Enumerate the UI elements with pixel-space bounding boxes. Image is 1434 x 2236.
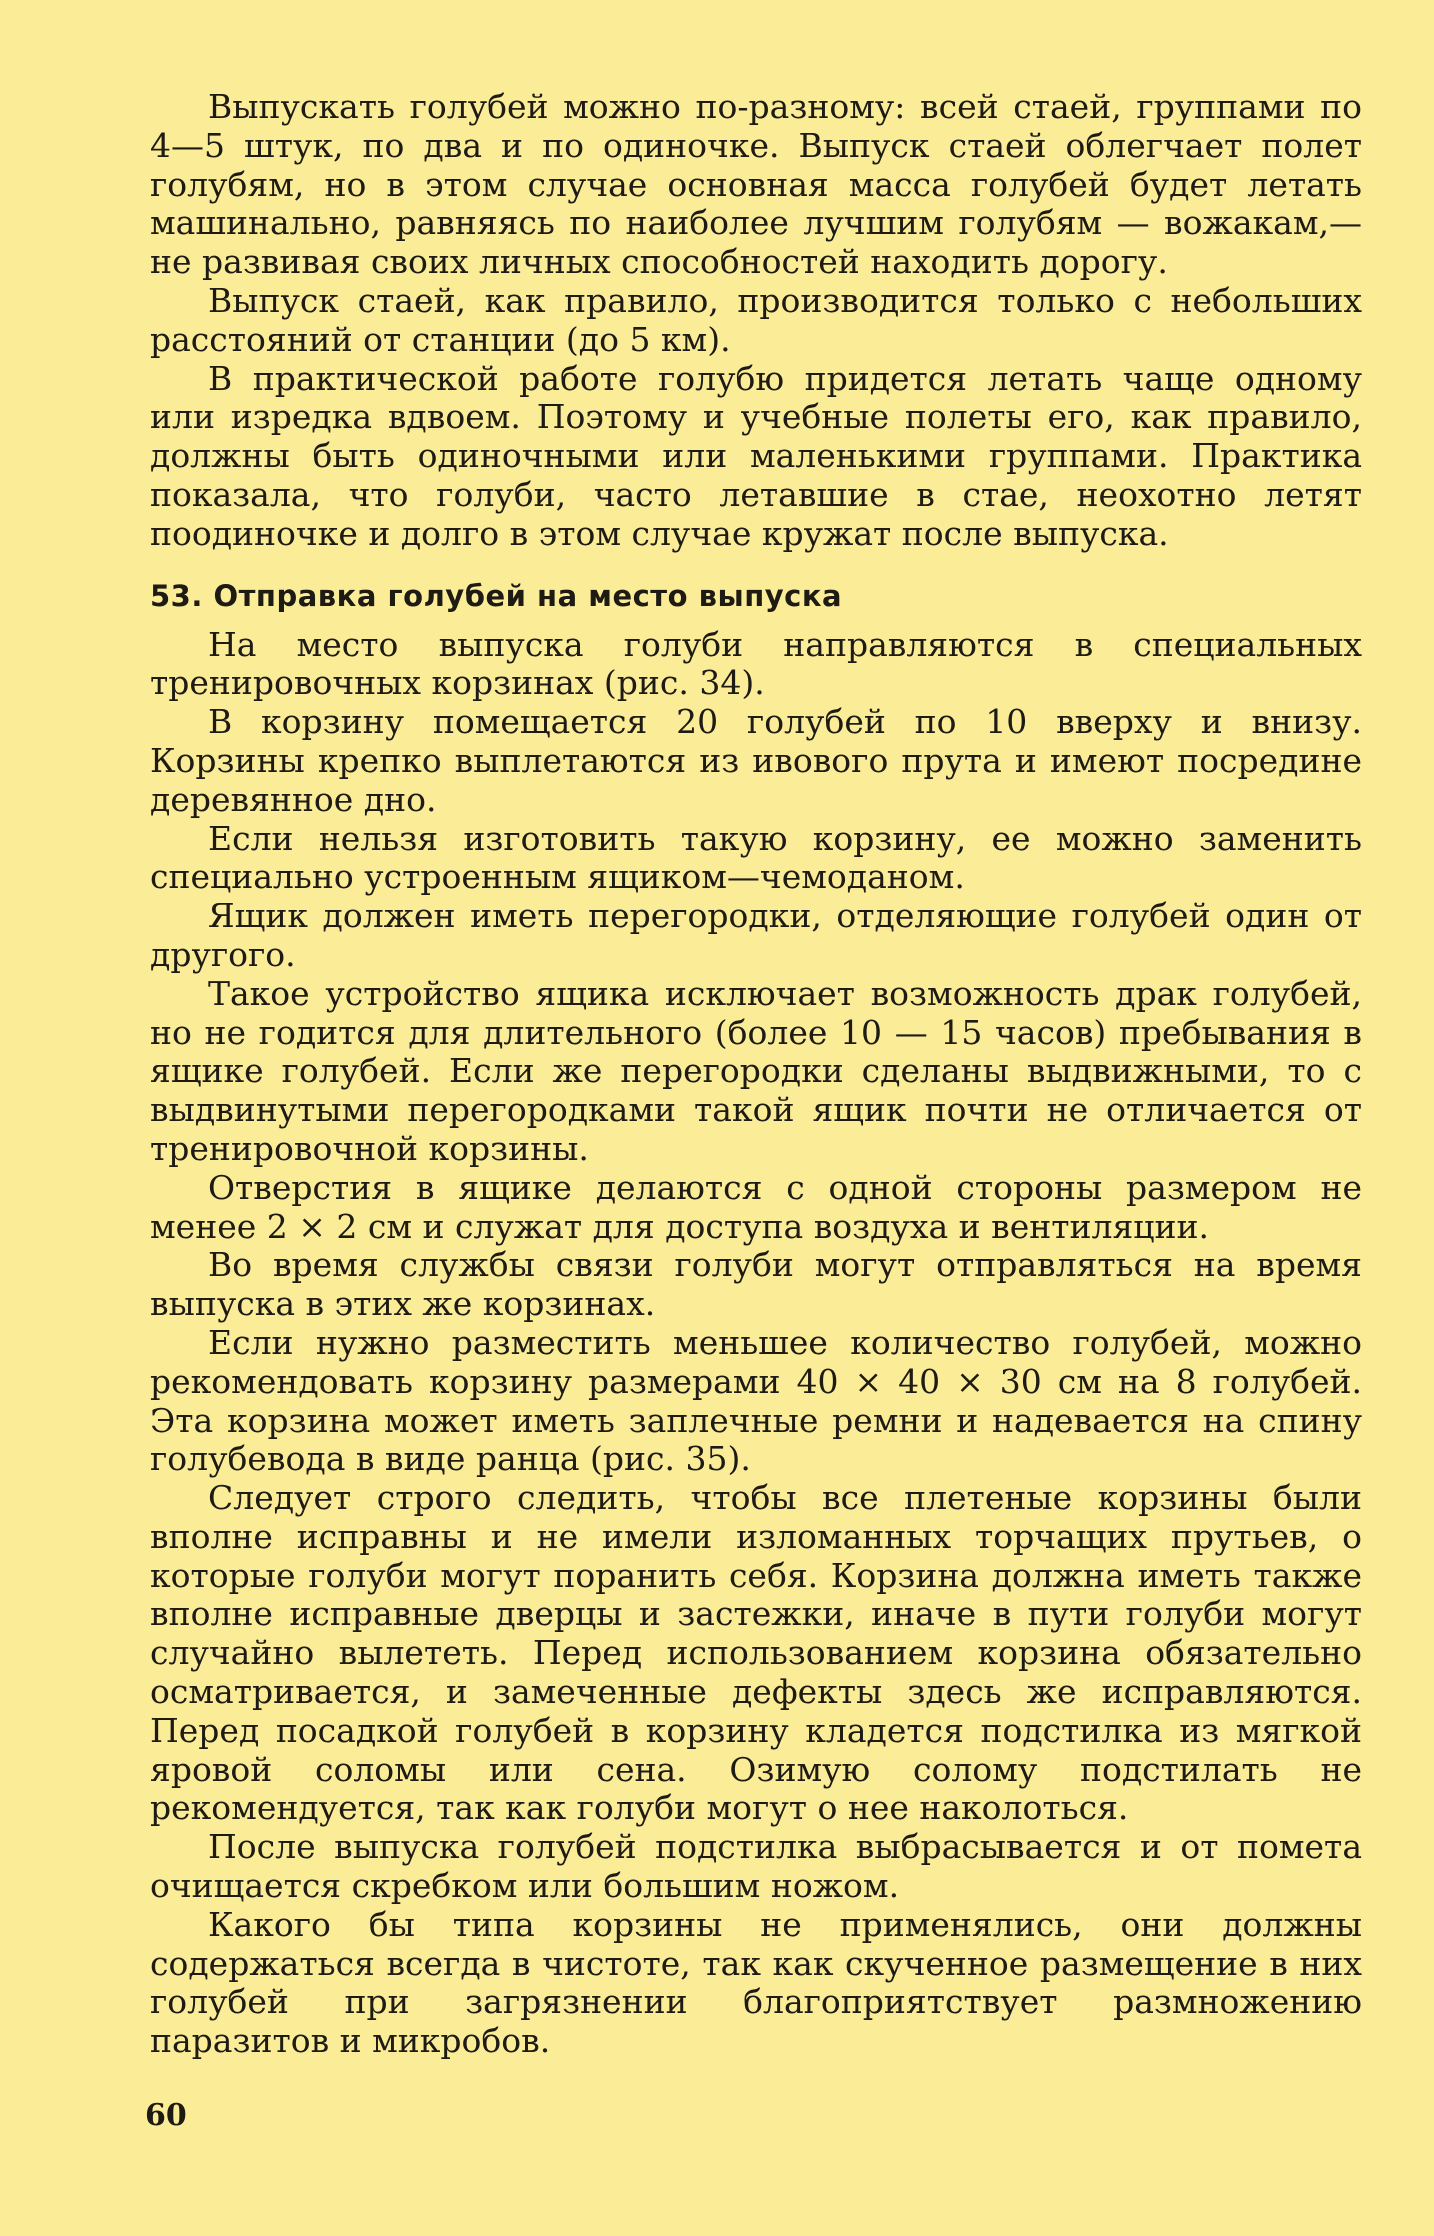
section-heading: 53. Отправка голубей на место выпуска — [150, 578, 843, 613]
paragraph: Если нельзя изготовить такую корзину, ее можно заменить специально устроенным ящиком—чемоданом. — [150, 818, 1362, 897]
paragraph: Следует строго следить, чтобы все плетеные корзины были вполне исправны и не имели изломанных торчащих прутьев, о которые голуби могут поранить себя. Корзина должна иметь также вполне исправные дверцы и застежки, иначе в пути голуби могут случайно вылететь. Перед использованием корзина обязательно осматривается, и замеченные дефекты здесь же исправляются. Перед посадкой голубей в корзину кладется подстилка из мягкой яровой соломы или сена. Озимую солому подстилать не рекомендуется, так как голуби могут о нее наколоться. — [150, 1478, 1362, 1828]
paragraph: Такое устройство ящика исключает возможность драк голубей, но не годится для длительного (более 10 — 15 часов) пребывания в ящике голубей. Если же перегородки сделаны выдвижными, то с выдвинутыми перегородками такой ящик почти не отличается от тренировочной корзины. — [150, 973, 1362, 1168]
paragraph: Если нужно разместить меньшее количество голубей, можно рекомендовать корзину размерами 40 × 40 × 30 см на 8 голубей. Эта корзина может иметь заплечные ремни и надевается на спину голубевода в виде ранца (рис. 35). — [150, 1322, 1362, 1479]
paragraph: Выпускать голубей можно по-разному: всей стаей, группами по 4—5 штук, по два и по одиночке. Выпуск стаей облегчает полет голубям, но в этом случае основная масса голубей будет летать машинально, равняясь по наиболее лучшим голубям — вожакам,— не развивая своих личных способностей находить дорогу. — [150, 87, 1362, 282]
paragraph: На место выпуска голуби направляются в специальных тренировочных корзинах (рис. 34). — [150, 624, 1362, 703]
paragraph: После выпуска голубей подстилка выбрасывается и от помета очищается скребком или большим ножом. — [150, 1827, 1362, 1906]
page-text — [150, 88, 1362, 2061]
paragraph: Отверстия в ящике делаются с одной стороны размером не менее 2 × 2 см и служат для доступа воздуха и вентиляции. — [150, 1167, 1362, 1246]
paragraph: Во время службы связи голуби могут отправляться на время выпуска в этих же корзинах. — [150, 1245, 1362, 1324]
paragraph: В практической работе голубю придется летать чаще одному или изредка вдвоем. Поэтому и учебные полеты его, как правило, должны быть одиночными или маленькими группами. Практика показала, что голуби, часто летавшие в стае, неохотно летят поодиночке и долго в этом случае кружат после выпуска. — [150, 358, 1362, 553]
paragraph: Какого бы типа корзины не применялись, они должны содержаться всегда в чистоте, так как скученное размещение в них голубей при загрязнении благоприятствует размножению паразитов и микробов. — [150, 1904, 1362, 2061]
paragraph: Ящик должен иметь перегородки, отделяющие голубей один от другого. — [150, 896, 1362, 974]
paragraph: В корзину помещается 20 голубей по 10 вверху и внизу. Корзины крепко выплетаются из ивового прута и имеют посредине деревянное дно. — [150, 702, 1362, 819]
paragraph: Выпуск стаей, как правило, производится только с небольших расстояний от станции (до 5 км). — [150, 280, 1362, 359]
page-number: 60 — [145, 2098, 187, 2133]
